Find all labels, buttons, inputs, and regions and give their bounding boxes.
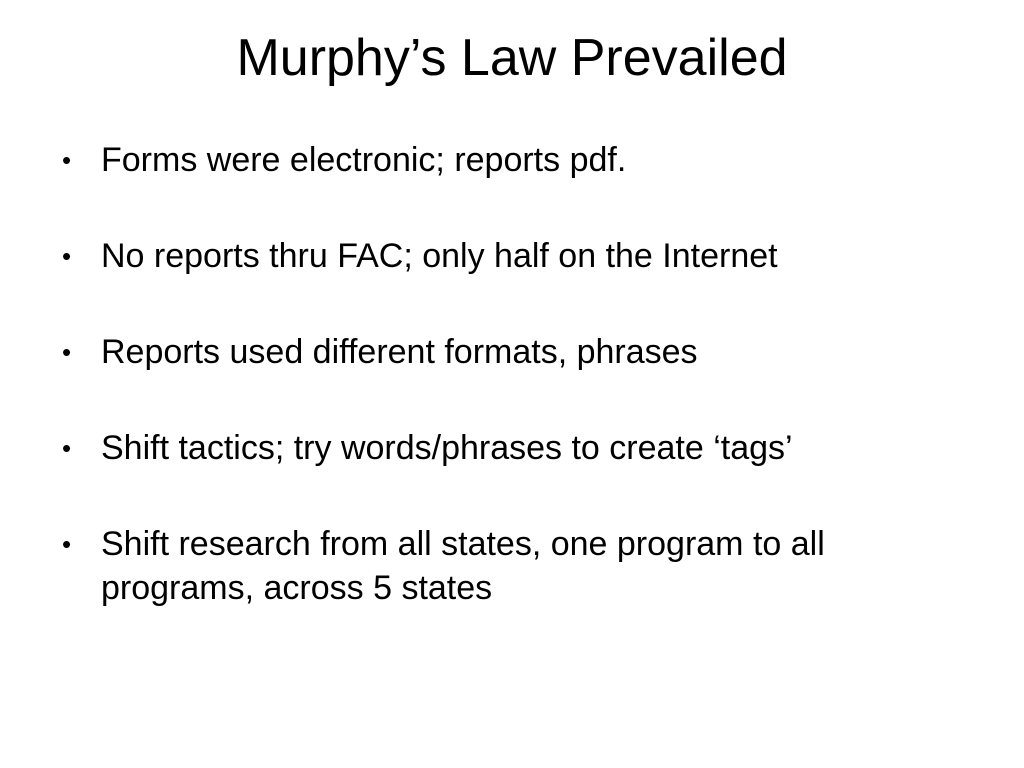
bullet-item-2 (56, 234, 976, 278)
bullet-item-4 (56, 426, 976, 470)
bullet-text: Forms were electronic; reports pdf. (101, 141, 627, 179)
bullet-text: No reports thru FAC; only half on the Internet (101, 237, 778, 275)
bullet-text: Shift tactics; try words/phrases to create ‘tags’ (101, 429, 793, 467)
bullet-list (56, 138, 976, 662)
bullet-text: Reports used different formats, phrases (101, 333, 698, 371)
bullet-point-icon: • (62, 433, 72, 463)
bullet-point-icon: • (62, 529, 72, 559)
bullet-text: Shift research from all states, one program to all programs, across 5 states (101, 525, 825, 607)
bullet-point-icon: • (62, 145, 72, 175)
bullet-item-1 (56, 138, 976, 182)
bullet-item-3 (56, 330, 976, 374)
slide-title: Murphy’s Law Prevailed (236, 29, 788, 87)
bullet-point-icon: • (62, 337, 72, 367)
bullet-item-5 (56, 522, 976, 610)
bullet-point-icon: • (62, 241, 72, 271)
